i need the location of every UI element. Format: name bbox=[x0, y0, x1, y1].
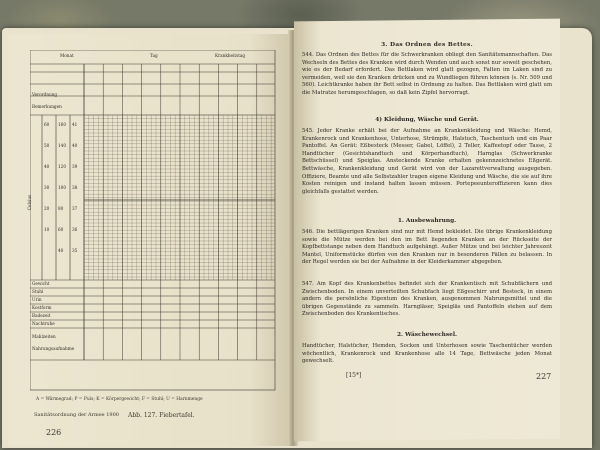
row-label-nahrungsaufnahme: Nahrungsaufnahme bbox=[32, 346, 75, 351]
temperature-tick-label: 36 bbox=[72, 227, 78, 232]
heading-ausbewahrung: 1. Ausbewahrung. bbox=[397, 218, 457, 224]
chart-header-day: Tag bbox=[150, 53, 158, 58]
axis-label-celsius: Celsius bbox=[27, 194, 33, 211]
temperature-tick-label: 35 bbox=[72, 248, 78, 253]
paragraph-548: Handtücher, Halstücher, Hemden, Socken und Unterhosen sowie Taschentücher werden wöchentlich, Krankenrock und Krankenhose alle 14 Tage, Bettwäsche jeden Monat gewechselt. bbox=[302, 343, 552, 365]
respiration-tick-label: 20 bbox=[44, 206, 50, 211]
row-label-stuhl: Stuhl bbox=[32, 289, 44, 294]
left-page-number: 226 bbox=[46, 428, 62, 437]
row-label-verordnung: Verordnung bbox=[32, 92, 58, 97]
row-label-bemerkungen: Bemerkungen bbox=[32, 104, 62, 109]
heading-waschewechsel: 2. Wäschewechsel. bbox=[396, 332, 458, 338]
fever-chart bbox=[30, 50, 285, 395]
row-label-gewicht: Gewicht bbox=[32, 281, 50, 286]
temperature-tick-label: 41 bbox=[72, 122, 78, 127]
section-title: 3. Das Ordnen des Bettes. bbox=[381, 42, 473, 48]
row-label-badezeit: Badezeit bbox=[32, 313, 51, 318]
left-footer-source: Sanitätsordnung der Armee 1900 bbox=[34, 412, 119, 418]
chart-header-sickday: Krankheitstag bbox=[215, 53, 246, 58]
respiration-tick-label: 50 bbox=[44, 143, 50, 148]
pulse-tick-label: 100 bbox=[58, 185, 66, 190]
subsection-title: 4) Kleidung, Wäsche und Gerät. bbox=[375, 117, 479, 123]
pulse-tick-label: 120 bbox=[58, 164, 66, 169]
row-label-nachtruhe: Nachtruhe bbox=[32, 321, 55, 326]
paragraph-544: 544. Das Ordnen des Bettes für die Schwerkranken obliegt den Sanitätsmannschaften. Das Wechseln des Bettes des Kranken wird durch Wenden und auch sonst nur soweit geschehen, wie es der Bedarf erfordert. Das Bettlaken wird glatt gezogen, Falten im Laken sind zu vermeiden, weil sie den Kranken drücken und zu Wundliegen führen können (s. Nr. 509 und 560). Leichtkranke haben ihr Bett selbst in Ordnung zu halten. Das Bettlaken wird glatt um die Matratze herumgeschlagen, so daß kein Zipfel hervorragt. bbox=[302, 52, 552, 96]
pulse-tick-label: 40 bbox=[58, 248, 64, 253]
figure-caption: Abb. 127. Fiebertafel. bbox=[128, 412, 195, 419]
respiration-tick-label: 30 bbox=[44, 185, 50, 190]
pulse-tick-label: 160 bbox=[58, 122, 66, 127]
temperature-tick-label: 39 bbox=[72, 164, 78, 169]
chart-legend: A = Wärmegrad; P = Puls; K = Körpergewicht; F = Stuhl; U = Harnmenge bbox=[36, 397, 203, 402]
respiration-tick-label: 10 bbox=[44, 227, 50, 232]
respiration-tick-label: 40 bbox=[44, 164, 50, 169]
pulse-tick-label: 60 bbox=[58, 227, 64, 232]
paragraph-545: 545. Jeder Kranke erhält bei der Aufnahme an Krankenkleidung und Wäsche: Hemd, Krankenrock und Krankenhose, Unterhose, Strümpfe, Halstuch, Taschentuch und ein Paar Pantoffel. An Gerät: Eßbesteck (Messer, Gabel, Löffel), 2 Teller, Kaffeetopf oder Tasse, 2 Handtücher (Gesichtshandtuch und Körperhandtuch), Harnglas (Schwerkranke Bettschüssel) und Speiglas. Ansteckende Kranke erhalten gekennzeichnetes Eßgerät. Bettwäsche, Krankenkleidung und Gerät wird von der Lazarettverwaltung ausgegeben. Offiziere, Beamte und alle Selbstzahler tragen eigene Kleidung und Wäsche, die sie auf ihre Kosten reinigen und instand halten lassen müssen. Portepeeunteroffizieren kann dies gleichfalls gestattet werden. bbox=[302, 128, 552, 195]
temperature-tick-label: 37 bbox=[72, 206, 78, 211]
temperature-tick-label: 38 bbox=[72, 185, 78, 190]
footer-mark: [15*] bbox=[346, 372, 362, 379]
right-page-number: 227 bbox=[536, 372, 552, 381]
respiration-tick-label: 60 bbox=[44, 122, 50, 127]
pulse-tick-label: 140 bbox=[58, 143, 66, 148]
paragraph-546: 546. Die bettlägerigen Kranken sind nur mit Hemd bekleidet. Die übrige Krankenkleidung sowie die Mütze werden bei den im Bett liegenden Kranken an der Rückseite der Kopfbettstange neben dem Handtuch aufgehängt. Außer Mütze und bei leichter Jahreszeit Mantel, Uniformstücke dürfen von den Kranken nur in besonderen Fällen zu belassen. In der Regel werden sie bei der Aufnahme in der Kleiderkammer abgegeben. bbox=[302, 229, 552, 266]
row-label-mahlzeiten: Mahlzeiten bbox=[32, 334, 56, 339]
temperature-tick-label: 40 bbox=[72, 143, 78, 148]
pulse-tick-label: 80 bbox=[58, 206, 64, 211]
row-label-urin: Urin bbox=[32, 297, 42, 302]
paragraph-547: 547. Am Kopf des Krankenbettes befindet sich der Krankentisch mit Schubfächern und Zwischenboden. In einem unverteilten Schubfach liegt Eßgeschirr und Besteck, in einem andern die persönliche Eigentum des Kranken, ausgenommen Nahrungsmittel und die übrigen Gegenstände zu sammeln. Harngläser, Speigläs und Pantoffeln stehen auf dem Zwischenboden des Krankentisches. bbox=[302, 281, 552, 318]
row-label-kostform: Kostform bbox=[32, 305, 52, 310]
chart-header-month: Monat bbox=[60, 53, 74, 58]
